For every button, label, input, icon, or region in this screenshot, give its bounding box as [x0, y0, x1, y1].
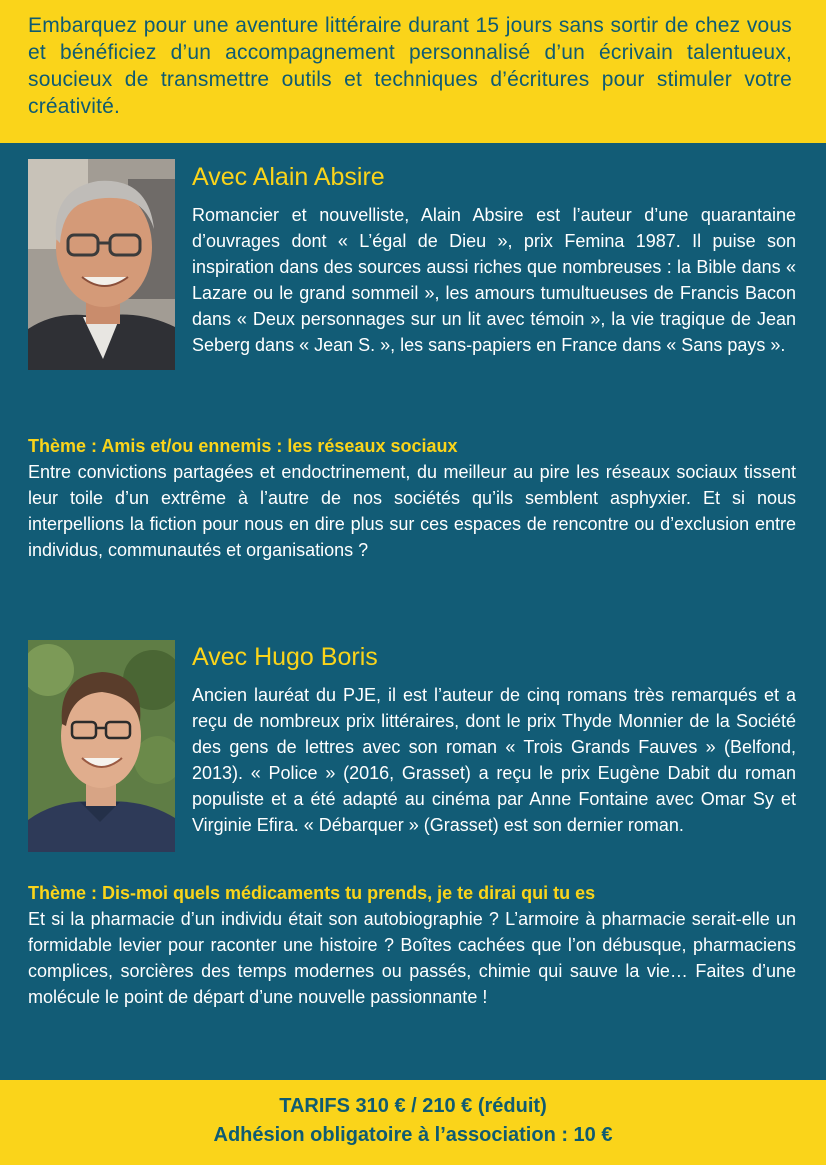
theme-title-absire: Thème : Amis et/ou ennemis : les réseaux sociaux	[28, 436, 458, 456]
author-name-boris: Avec Hugo Boris	[192, 643, 378, 671]
theme-section-boris	[28, 880, 796, 1010]
theme-body-boris: Et si la pharmacie d’un individu était son autobiographie ? L’armoire à pharmacie serait-elle un formidable levier pour raconter une histoire ? Boîtes cachées que l’on débusque, pharmaciens complices, sorcières des temps modernes ou passés, chimie qui sauve la vie… Faites d’une molécule le point de départ d’une nouvelle passionnante !	[28, 909, 796, 1007]
author-photo-absire	[28, 159, 175, 370]
adhesion-text: Adhésion obligatoire à l’association : 10 €	[213, 1124, 613, 1146]
portrait-icon	[28, 159, 175, 370]
tarifs-text: TARIFS 310 € / 210 € (réduit)	[279, 1095, 547, 1117]
theme-section-absire	[28, 433, 796, 563]
author-name-absire: Avec Alain Absire	[192, 163, 385, 191]
theme-title-boris: Thème : Dis-moi quels médicaments tu prends, je te dirai qui tu es	[28, 883, 596, 903]
author-bio-absire: Romancier et nouvelliste, Alain Absire est l’auteur d’une quarantaine d’ouvrages dont « L’égal de Dieu », prix Femina 1987. Il puise son inspiration dans des sources aussi riches que nombreuses : la Bible dans « Lazare ou le grand sommeil », les amours tumultueuses de Francis Bacon dans « Deux personnages sur un lit avec témoin », la vie tragique de Jean Seberg dans « Jean S. », les sans-papiers en France dans « Sans pays ».	[192, 205, 796, 355]
intro-band	[0, 0, 826, 143]
author-bio-boris: Ancien lauréat du PJE, il est l’auteur de cinq romans très remarqués et a reçu de nombreux prix littéraires, dont le prix Thyde Monnier de la Société des gens de lettres avec son roman « Trois Grands Fauves » (Belfond, 2013). « Police » (2016, Grasset) a reçu le prix Eugène Dabit du roman populiste et a été adapté au cinéma par Anne Fontaine avec Omar Sy et Virginie Efira. « Débarquer » (Grasset) est son dernier roman.	[192, 685, 796, 835]
theme-body-absire: Entre convictions partagées et endoctrinement, du meilleur au pire les réseaux sociaux tissent leur toile d’un extrême à l’autre de nos sociétés qu’ils semblent asphyxier. Et si nous interpellions la fiction pour nous en dire plus sur ces espaces de rencontre ou d’exclusion entre individus, communautés et organisations ?	[28, 462, 796, 560]
intro-text: Embarquez pour une aventure littéraire durant 15 jours sans sortir de chez vous et bénéficiez d’un accompagnement personnalisé d’un écrivain talentueux, soucieux de transmettre outils et techniques d’écritures pour stimuler votre créativité.	[28, 14, 792, 118]
pricing-band	[0, 1080, 826, 1165]
portrait-icon	[28, 640, 175, 852]
author-photo-boris	[28, 640, 175, 852]
